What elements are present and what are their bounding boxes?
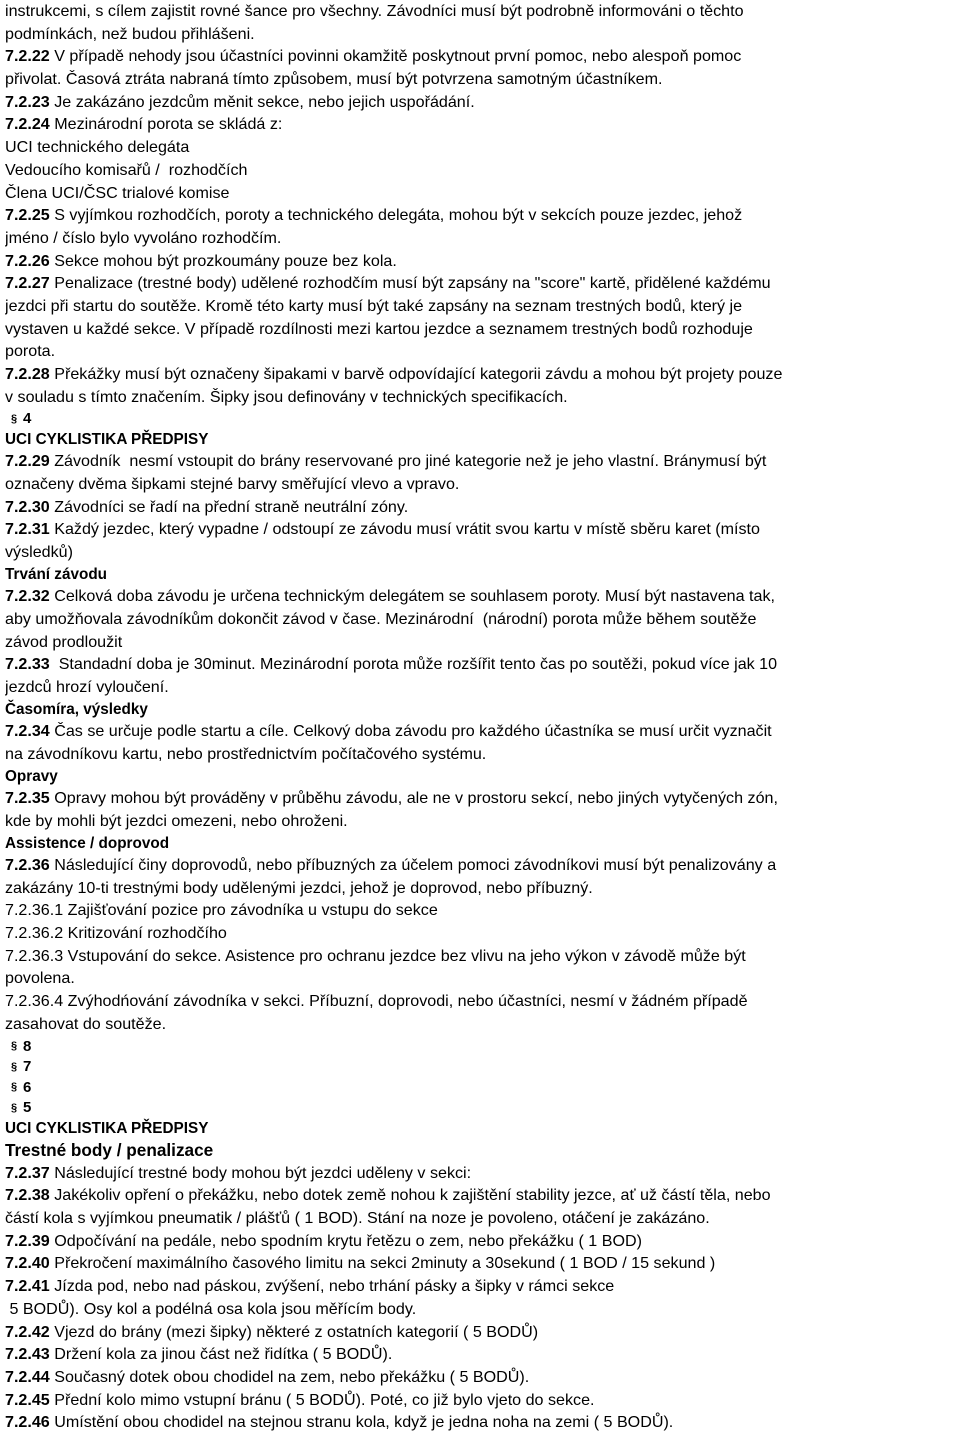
paragraph-line [5, 854, 952, 877]
section-sign-icon: § [11, 1101, 18, 1114]
section-sign-icon: § [11, 1040, 18, 1053]
paragraph-text: Mezinárodní porota se skládá z: [49, 115, 283, 134]
text-line: porota. [5, 342, 56, 361]
paragraph-number: 7.2.22 [5, 47, 50, 66]
paragraph-number: 7.2.34 [5, 722, 50, 741]
paragraph-line [5, 1389, 952, 1412]
paragraph-text: Odpočívání na pedále, nebo spodním krytu řetězu o zem, nebo překážku ( 1 BOD) [49, 1231, 642, 1250]
paragraph-text: Sekce mohou být prozkoumány pouze bez kola. [49, 251, 397, 270]
text-line: vystaven u každé sekce. V případě rozdílnosti mezi kartou jezdce a seznamem trestných bodů rozhoduje [5, 319, 753, 338]
text-line: 5 BODŮ). Osy kol a podélná osa kola jsou měřícím body. [5, 1299, 417, 1318]
page-marker [5, 1077, 952, 1098]
text-line: v souladu s tímto značením. Šipky jsou definovány v technických specifikacích. [5, 387, 568, 406]
text-line: zakázány 10-ti trestnými body udělenými jezdci, jehož je doprovod, nebo příbuzný. [5, 878, 593, 897]
text-line: závod prodloužit [5, 632, 123, 651]
paragraph-number: 7.2.28 [5, 365, 50, 383]
paragraph-line [5, 1321, 952, 1344]
paragraph-number: 7.2.24 [5, 115, 50, 134]
paragraph-text: Závodník nesmí vstoupit do brány reservované pro jiné kategorie než je jeho vlastní. Bránymusí být [49, 452, 767, 471]
paragraph-text: Opravy mohou být prováděny v průběhu závodu, ale ne v prostoru sekcí, nebo jiných vytyčených zón, [49, 789, 778, 808]
text-line: zasahovat do soutěže. [5, 1014, 167, 1033]
section-heading: Assistence / doprovod [5, 834, 170, 852]
section-heading-large: Trestné body / penalizace [5, 1140, 214, 1160]
text-line: podmínkách, než budou přihlášeni. [5, 24, 255, 43]
paragraph-number: 7.2.32 [5, 587, 50, 606]
paragraph-text: Umístění obou chodidel na stejnou stranu kola, když je jedna noha na zemi ( 5 BODŮ). [49, 1413, 674, 1432]
paragraph-text: Vjezd do brány (mezi šipky) některé z ostatních kategorií ( 5 BODŮ) [49, 1322, 539, 1341]
paragraph-line [5, 250, 952, 273]
paragraph-number: 7.2.25 [5, 206, 50, 225]
section-heading: Trvání závodu [5, 565, 108, 583]
text-line: výsledků) [5, 543, 73, 562]
paragraph-line [5, 113, 952, 136]
paragraph-line [5, 45, 952, 68]
paragraph-line [5, 1343, 952, 1366]
paragraph-number: 7.2.40 [5, 1254, 50, 1273]
paragraph-number: 7.2.41 [5, 1277, 50, 1296]
text-line: jezdců hrozí vyloučení. [5, 678, 169, 697]
paragraph-number: 7.2.42 [5, 1322, 50, 1341]
text-line: 7.2.36.4 Zvýhodńování závodníka v sekci. Příbuzní, doprovodi, nebo účastníci, nesmí v žádném případě [5, 992, 748, 1011]
page-marker [5, 1097, 952, 1118]
paragraph-text: Překážky musí být označeny šipakami v barvě odpovídající kategorii závdu a mohou být projety pouze [49, 365, 783, 383]
paragraph-line [5, 1184, 952, 1207]
section-sign-icon: § [11, 413, 18, 426]
paragraph-text: Celková doba závodu je určena technickým delegátem se souhlasem poroty. Musí být nastavena tak, [49, 587, 775, 606]
page-marker-number: 4 [23, 410, 32, 428]
paragraph-line [5, 720, 952, 743]
text-line: aby umožňovala závodníkům dokončit závod v čase. Mezinárodní (národní) porota může během soutěže [5, 610, 757, 628]
paragraph-text: Každý jezdec, který vypadne / odstoupí ze závodu musí vrátit svou kartu v místě sběru karet (místo [49, 520, 760, 539]
text-line: UCI technického delegáta [5, 138, 190, 157]
paragraph-line [5, 272, 952, 295]
paragraph-number: 7.2.27 [5, 274, 50, 293]
page-marker-number: 6 [23, 1078, 32, 1096]
paragraph-number: 7.2.36 [5, 856, 50, 874]
text-line: 7.2.36.2 Kritizování rozhodčího [5, 924, 227, 943]
text-line: na závodníkovu kartu, nebo prostřednictvím počítačového systému. [5, 744, 487, 763]
paragraph-number: 7.2.43 [5, 1345, 50, 1364]
text-line: Vedoucího komisařů / rozhodčích [5, 160, 248, 179]
paragraph-line [5, 518, 952, 541]
paragraph-line [5, 585, 952, 608]
paragraph-line [5, 653, 952, 676]
paragraph-number: 7.2.23 [5, 92, 50, 111]
page-marker [5, 1056, 952, 1077]
section-sign-icon: § [11, 1060, 18, 1073]
paragraph-text: Jakékoliv opření o překážku, nebo dotek země nohou k zajištění stability jezce, ať už částí těla, nebo [49, 1186, 771, 1205]
page-marker [5, 408, 952, 429]
paragraph-text: Jízda pod, nebo nad páskou, zvýšení, nebo trhání pásky a šipky v rámci sekce [49, 1277, 615, 1296]
paragraph-text: Držení kola za jinou část než řidítka ( 5 BODŮ). [49, 1345, 393, 1364]
paragraph-number: 7.2.33 [5, 655, 50, 674]
paragraph-text: Závodníci se řadí na přední straně neutrální zóny. [49, 497, 409, 516]
page-marker-number: 7 [23, 1058, 32, 1075]
section-heading: Časomíra, výsledky [5, 700, 148, 718]
page-marker-number: 8 [23, 1037, 32, 1055]
paragraph-line [5, 204, 952, 227]
paragraph-line [5, 91, 952, 114]
text-line: 7.2.36.1 Zajišťování pozice pro závodníka u vstupu do sekce [5, 901, 438, 920]
paragraph-text: Čas se určuje podle startu a cíle. Celkový doba závodu pro každého účastníka se musí určit vyznačit [49, 722, 772, 741]
paragraph-number: 7.2.30 [5, 497, 50, 516]
paragraph-number: 7.2.26 [5, 251, 50, 270]
paragraph-number: 7.2.35 [5, 789, 50, 808]
paragraph-number: 7.2.37 [5, 1163, 50, 1182]
text-line: instrukcemi, s cílem zajistit rovné šance pro všechny. Závodníci musí být podrobně informováni o těchto [5, 2, 744, 20]
paragraph-text: Současný dotek obou chodidel na zem, nebo překážku ( 5 BODŮ). [49, 1367, 530, 1386]
section-sign-icon: § [11, 1081, 18, 1094]
paragraph-number: 7.2.44 [5, 1367, 50, 1386]
paragraph-line [5, 496, 952, 519]
paragraph-line [5, 1252, 952, 1275]
section-heading: Opravy [5, 767, 58, 785]
paragraph-text: Přední kolo mimo vstupní bránu ( 5 BODŮ). Poté, co již bylo vjeto do sekce. [49, 1390, 595, 1409]
paragraph-line [5, 1162, 952, 1185]
text-line: povolena. [5, 969, 75, 988]
paragraph-text: Standadní doba je 30minut. Mezinárodní porota může rozšířit tento čas po soutěži, pokud více jak 10 [49, 655, 778, 674]
paragraph-line [5, 1230, 952, 1253]
paragraph-text: Následující činy doprovodů, nebo příbuzných za účelem pomoci závodníkovi musí být penalizovány a [49, 856, 777, 874]
paragraph-line [5, 450, 952, 473]
section-heading: UCI CYKLISTIKA PŘEDPISY [5, 1119, 209, 1137]
paragraph-number: 7.2.29 [5, 452, 50, 471]
paragraph-line [5, 1411, 952, 1434]
paragraph-number: 7.2.46 [5, 1413, 50, 1432]
text-line: Člena UCI/ČSC trialové komise [5, 183, 230, 202]
page-marker-number: 5 [23, 1099, 32, 1116]
paragraph-line [5, 363, 952, 386]
text-line: jezdci při startu do soutěže. Kromě této karty musí být také zapsány na seznam trestných bodů, který je [5, 296, 743, 315]
text-line: částí kola s vyjímkou pneumatik / plášťů ( 1 BOD). Stání na noze je povoleno, otáčení je zakázáno. [5, 1209, 710, 1228]
text-line: přivolat. Časová ztráta nabraná tímto způsobem, musí být potvrzena samotným účastníkem. [5, 70, 663, 89]
paragraph-number: 7.2.39 [5, 1231, 50, 1250]
paragraph-number: 7.2.38 [5, 1186, 50, 1205]
paragraph-line [5, 1366, 952, 1389]
text-line: 7.2.36.3 Vstupování do sekce. Asistence pro ochranu jezdce bez vlivu na jeho výkon v závodě může být [5, 946, 746, 965]
paragraph-text: Je zakázáno jezdcům měnit sekce, nebo jejich uspořádání. [49, 92, 475, 111]
paragraph-number: 7.2.45 [5, 1390, 50, 1409]
paragraph-text: Následující trestné body mohou být jezdci uděleny v sekci: [49, 1163, 472, 1182]
text-line: kde by mohli být jezdci omezeni, nebo ohroženi. [5, 811, 348, 830]
section-heading: UCI CYKLISTIKA PŘEDPISY [5, 430, 209, 448]
paragraph-number: 7.2.31 [5, 520, 50, 539]
page-marker [5, 1036, 952, 1057]
text-line: jméno / číslo bylo vyvoláno rozhodčím. [5, 228, 282, 247]
paragraph-text: Překročení maximálního časového limitu na sekci 2minuty a 30sekund ( 1 BOD / 15 sekund ) [49, 1254, 716, 1273]
paragraph-line [5, 787, 952, 810]
paragraph-text: Penalizace (trestné body) udělené rozhodčím musí být zapsány na "score" kartě, přidělené každému [49, 274, 771, 293]
paragraph-text: V případě nehody jsou účastníci povinni okamžitě poskytnout první pomoc, nebo alespoň pomoc [49, 47, 742, 66]
paragraph-text: S vyjímkou rozhodčích, poroty a technického delegáta, mohou být v sekcích pouze jezdec, jehož [49, 206, 743, 225]
paragraph-line [5, 1275, 952, 1298]
text-line: označeny dvěma šipkami stejné barvy směřující vlevo a vpravo. [5, 475, 460, 494]
